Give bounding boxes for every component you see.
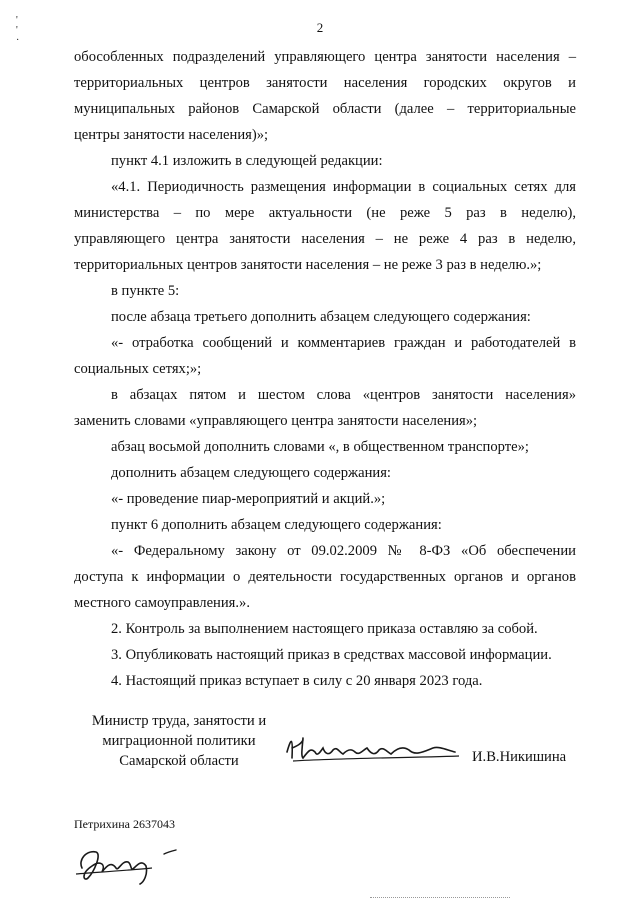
paragraph-line: территориальных центров занятости населения – не реже 3 раз в неделю.»; — [74, 257, 542, 273]
paragraph-line: 3. Опубликовать настоящий приказ в средствах массовой информации. — [111, 647, 552, 663]
paragraph-line: центры занятости населения)»; — [74, 127, 269, 143]
executor-info: Петрихина 2637043 — [74, 817, 175, 831]
paragraph-line: дополнить абзацем следующего содержания: — [111, 465, 391, 481]
margin-marks: ' ' · — [16, 15, 20, 46]
position-line: Самарской области — [119, 753, 239, 769]
paragraph-line: 4. Настоящий приказ вступает в силу с 20 января 2023 года. — [111, 673, 483, 689]
paragraph-line: заменить словами «управляющего центра занятости населения»; — [74, 413, 478, 429]
paragraph-line: «- Федеральному закону от 09.02.2009 № 8-ФЗ «Об обеспечении — [111, 543, 576, 559]
position-line: Министр труда, занятости и — [91, 713, 267, 729]
paragraph-line: муниципальных районов Самарской области (далее – территориальные — [74, 101, 576, 117]
paragraph-line: пункт 4.1 изложить в следующей редакции: — [111, 153, 383, 169]
paragraph-line: пункт 6 дополнить абзацем следующего содержания: — [111, 517, 442, 533]
paragraph-line: управляющего центра занятости населения – не реже 4 раз в неделю, — [74, 231, 576, 247]
paragraph-line: «- проведение пиар-мероприятий и акций.»; — [111, 491, 386, 507]
paragraph-line: после абзаца третьего дополнить абзацем следующего содержания: — [111, 309, 531, 325]
paragraph-line: обособленных подразделений управляющего центра занятости населения – — [74, 49, 576, 65]
paragraph-line: социальных сетях;»; — [74, 361, 202, 377]
footer-dotted-line — [370, 897, 510, 898]
paragraph-line: «4.1. Периодичность размещения информации в социальных сетях для — [111, 179, 576, 195]
signatory-name: И.В.Никишина — [472, 749, 567, 765]
signatory-position — [74, 711, 284, 771]
paragraph-line: «- отработка сообщений и комментариев граждан и работодателей в — [111, 335, 576, 351]
position-line: миграционной политики — [102, 733, 256, 749]
paragraph-line: 2. Контроль за выполнением настоящего приказа оставляю за собой. — [111, 621, 538, 637]
paragraph-line: территориальных центров занятости населения городских округов и — [74, 75, 576, 91]
paragraph-line: доступа к информации о деятельности государственных органов и органов — [74, 569, 576, 585]
paragraph-line: в абзацах пятом и шестом слова «центров занятости населения» — [111, 387, 576, 403]
handwritten-signature — [283, 728, 463, 768]
paragraph-line: абзац восьмой дополнить словами «, в общественном транспорте»; — [111, 439, 529, 455]
executor-signature — [72, 838, 182, 888]
paragraph-line: в пункте 5: — [111, 283, 180, 299]
page-number: 2 — [316, 20, 324, 35]
paragraph-line: местного самоуправления.». — [74, 595, 250, 611]
paragraph-line: министерства – по мере актуальности (не реже 5 раз в неделю), — [74, 205, 576, 221]
document-body — [74, 44, 576, 694]
